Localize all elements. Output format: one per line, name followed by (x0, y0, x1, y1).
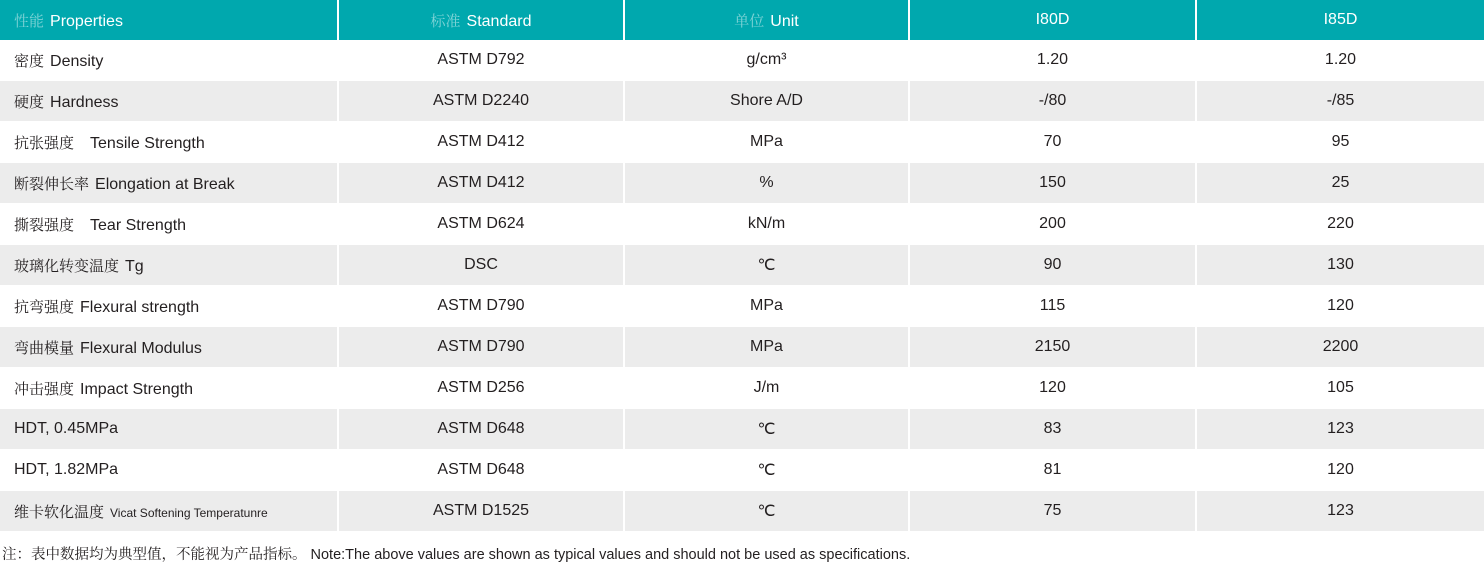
property-en: Tear Strength (90, 216, 187, 234)
column-header-i80d-label: I80D (1035, 11, 1070, 28)
property-cn: 密度 (14, 52, 45, 70)
table-row (0, 245, 1484, 286)
property-en: Hardness (50, 93, 119, 111)
cell-standard: ASTM D790 (338, 327, 624, 368)
cell-property (0, 122, 338, 163)
cell-unit: ℃ (624, 491, 909, 532)
cell-unit: kN/m (624, 204, 909, 245)
cell-property (0, 450, 338, 491)
header-row (0, 0, 1484, 40)
cell-standard: ASTM D256 (338, 368, 624, 409)
property-en: Flexural Modulus (80, 339, 202, 357)
cell-unit: J/m (624, 368, 909, 409)
cell-i80d: 115 (909, 286, 1196, 327)
cell-property (0, 409, 338, 450)
table-row (0, 368, 1484, 409)
cell-i85d: -/85 (1196, 81, 1484, 122)
cell-i85d: 25 (1196, 163, 1484, 204)
cell-i80d: 120 (909, 368, 1196, 409)
cell-unit: Shore A/D (624, 81, 909, 122)
cell-i80d: 75 (909, 491, 1196, 532)
cell-standard: ASTM D412 (338, 163, 624, 204)
cell-property (0, 204, 338, 245)
cell-property (0, 163, 338, 204)
table-row (0, 327, 1484, 368)
column-header-unit-cn: 单位 (734, 12, 765, 30)
cell-i80d: 81 (909, 450, 1196, 491)
property-en: Density (50, 52, 104, 70)
property-cn: 冲击强度 (14, 380, 75, 398)
table-row (0, 204, 1484, 245)
cell-unit: ℃ (624, 450, 909, 491)
cell-standard: ASTM D792 (338, 40, 624, 81)
property-cn: 弯曲模量 (14, 339, 75, 357)
cell-i85d: 95 (1196, 122, 1484, 163)
table-header (0, 0, 1484, 40)
table-row (0, 409, 1484, 450)
table-row (0, 450, 1484, 491)
column-header-properties-en: Properties (50, 12, 123, 30)
cell-unit: g/cm³ (624, 40, 909, 81)
column-header-unit (624, 0, 909, 40)
cell-i80d: 90 (909, 245, 1196, 286)
table-row (0, 81, 1484, 122)
cell-standard: ASTM D648 (338, 450, 624, 491)
cell-i85d: 123 (1196, 409, 1484, 450)
cell-property (0, 40, 338, 81)
cell-unit: MPa (624, 122, 909, 163)
property-en: HDT, 0.45MPa (14, 420, 119, 437)
property-en: Elongation at Break (95, 175, 235, 193)
table-row (0, 163, 1484, 204)
cell-i80d: 70 (909, 122, 1196, 163)
cell-standard: ASTM D2240 (338, 81, 624, 122)
cell-standard: ASTM D412 (338, 122, 624, 163)
table-body (0, 40, 1484, 532)
column-header-properties (0, 0, 338, 40)
property-cn: 维卡软化温度 (14, 503, 105, 521)
column-header-standard-cn: 标准 (430, 12, 461, 30)
cell-standard: DSC (338, 245, 624, 286)
property-en: Tensile Strength (90, 134, 205, 152)
column-header-i85d (1196, 0, 1484, 40)
column-header-i85d-label: I85D (1323, 11, 1358, 28)
cell-standard: ASTM D1525 (338, 491, 624, 532)
cell-unit: ℃ (624, 245, 909, 286)
table-footnote: 注：表中数据均为典型值，不能视为产品指标。 Note:The above values are shown as typical values and should not be used as specifications. (2, 547, 911, 563)
cell-property (0, 327, 338, 368)
column-header-unit-en: Unit (770, 12, 799, 30)
property-en: Flexural strength (80, 298, 200, 316)
cell-i85d: 2200 (1196, 327, 1484, 368)
cell-i85d: 220 (1196, 204, 1484, 245)
cell-property (0, 81, 338, 122)
cell-unit: % (624, 163, 909, 204)
cell-unit: ℃ (624, 409, 909, 450)
cell-unit: MPa (624, 286, 909, 327)
cell-i85d: 120 (1196, 286, 1484, 327)
cell-i85d: 120 (1196, 450, 1484, 491)
property-cn: 抗张强度 (14, 134, 75, 152)
cell-i80d: -/80 (909, 81, 1196, 122)
cell-i85d: 130 (1196, 245, 1484, 286)
cell-property (0, 286, 338, 327)
cell-unit: MPa (624, 327, 909, 368)
cell-i80d: 150 (909, 163, 1196, 204)
cell-standard: ASTM D648 (338, 409, 624, 450)
cell-property (0, 245, 338, 286)
property-cn: 抗弯强度 (14, 298, 75, 316)
cell-standard: ASTM D624 (338, 204, 624, 245)
property-cn: 撕裂强度 (14, 216, 75, 234)
table-row (0, 286, 1484, 327)
property-en: HDT, 1.82MPa (14, 461, 119, 478)
column-header-standard-en: Standard (466, 12, 532, 30)
column-header-standard (338, 0, 624, 40)
property-en: Vicat Softening Temperatunre (110, 505, 268, 520)
cell-i80d: 200 (909, 204, 1196, 245)
cell-i85d: 1.20 (1196, 40, 1484, 81)
cell-i80d: 2150 (909, 327, 1196, 368)
cell-i80d: 83 (909, 409, 1196, 450)
column-header-properties-cn: 性能 (14, 12, 45, 30)
cell-i85d: 105 (1196, 368, 1484, 409)
cell-i85d: 123 (1196, 491, 1484, 532)
property-cn: 玻璃化转变温度 (14, 257, 120, 275)
cell-standard: ASTM D790 (338, 286, 624, 327)
property-en: Tg (125, 257, 144, 275)
table-row (0, 40, 1484, 81)
cell-property (0, 368, 338, 409)
table-row (0, 122, 1484, 163)
table-row (0, 491, 1484, 532)
cell-i80d: 1.20 (909, 40, 1196, 81)
property-cn: 硬度 (14, 93, 45, 111)
property-en: Impact Strength (80, 380, 193, 398)
cell-property (0, 491, 338, 532)
property-cn: 断裂伸长率 (14, 175, 90, 193)
column-header-i80d (909, 0, 1196, 40)
